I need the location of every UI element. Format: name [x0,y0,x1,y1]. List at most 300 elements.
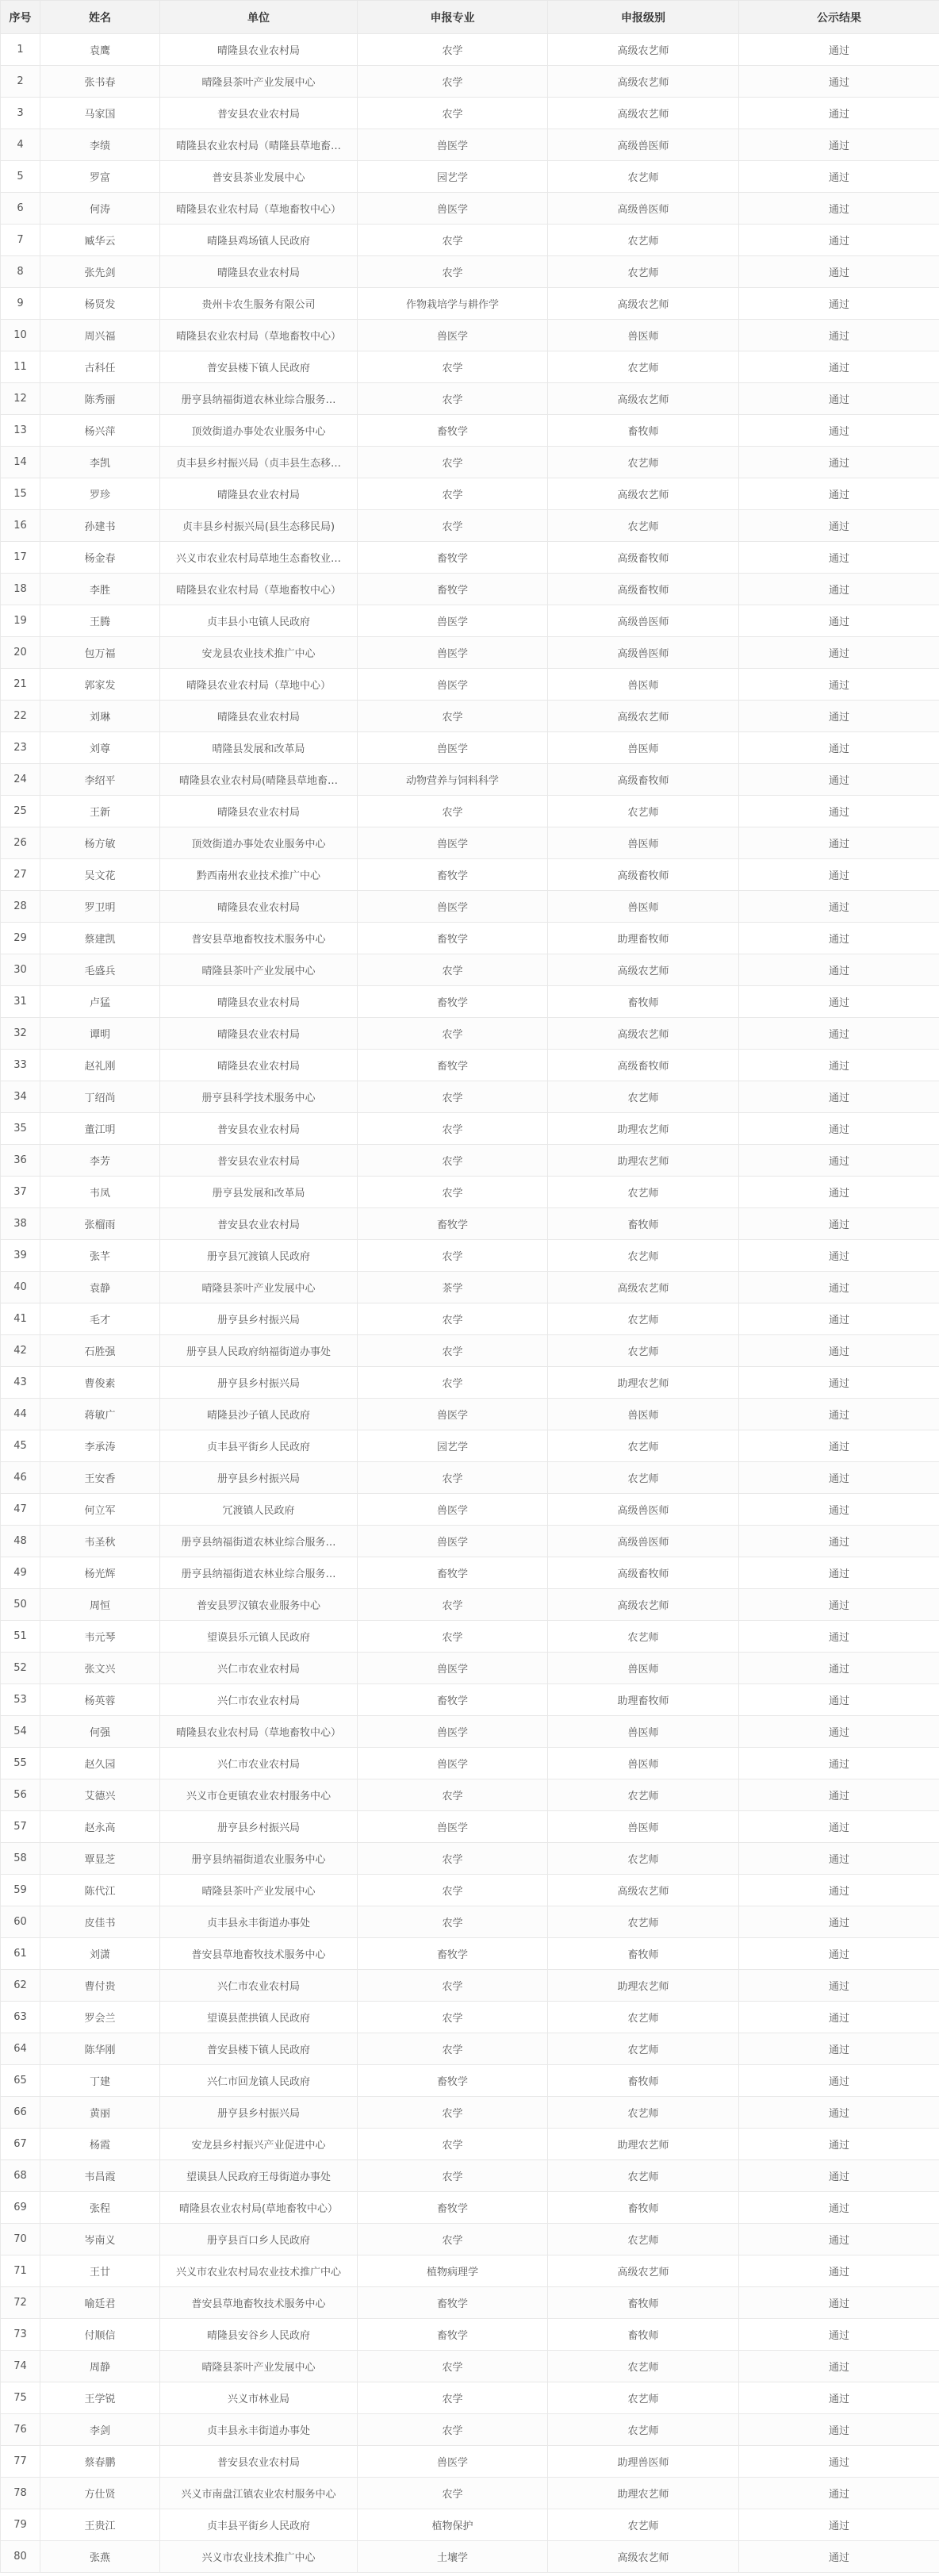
cell-name: 刘琳 [40,701,160,732]
cell-index: 52 [1,1653,40,1684]
cell-index: 33 [1,1050,40,1081]
cell-major: 农学 [358,2351,548,2382]
cell-name: 王贵江 [40,2509,160,2541]
table-row [1,98,939,129]
cell-major: 畜牧学 [358,415,548,447]
cell-unit: 兴义市农业农村局农业技术推广中心 [160,2255,358,2287]
cell-unit: 晴隆县茶叶产业发展中心 [160,2351,358,2382]
cell-result: 通过 [739,732,939,764]
cell-level: 高级农艺师 [548,1272,739,1303]
cell-name: 黄丽 [40,2097,160,2129]
cell-index: 11 [1,351,40,383]
cell-index: 53 [1,1684,40,1716]
cell-major: 农学 [358,2129,548,2160]
cell-index: 50 [1,1589,40,1621]
cell-result: 通过 [739,2287,939,2319]
cell-result: 通过 [739,193,939,225]
cell-name: 覃显芝 [40,1843,160,1875]
table-row [1,2478,939,2509]
cell-name: 杨霞 [40,2129,160,2160]
cell-index: 64 [1,2033,40,2065]
cell-index: 10 [1,320,40,351]
cell-result: 通过 [739,2351,939,2382]
cell-result: 通过 [739,542,939,574]
cell-major: 兽医学 [358,129,548,161]
cell-major: 农学 [358,1081,548,1113]
cell-name: 蒋敏广 [40,1399,160,1430]
cell-result: 通过 [739,923,939,954]
cell-level: 农艺师 [548,2224,739,2255]
cell-level: 兽医师 [548,320,739,351]
cell-result: 通过 [739,1050,939,1081]
cell-name: 付顺信 [40,2319,160,2351]
cell-result: 通过 [739,1177,939,1208]
cell-major: 农学 [358,1589,548,1621]
cell-major: 作物栽培学与耕作学 [358,288,548,320]
cell-result: 通过 [739,1018,939,1050]
table-row [1,2097,939,2129]
cell-index: 20 [1,637,40,669]
cell-result: 通过 [739,478,939,510]
cell-level: 农艺师 [548,1462,739,1494]
cell-index: 9 [1,288,40,320]
cell-level: 助理畜牧师 [548,923,739,954]
cell-major: 兽医学 [358,637,548,669]
cell-level: 高级农艺师 [548,288,739,320]
cell-index: 56 [1,1779,40,1811]
cell-major: 兽医学 [358,1653,548,1684]
cell-index: 76 [1,2414,40,2446]
cell-level: 兽医师 [548,732,739,764]
cell-unit: 望谟县乐元镇人民政府 [160,1621,358,1653]
cell-result: 通过 [739,2382,939,2414]
cell-level: 高级农艺师 [548,66,739,98]
cell-major: 畜牧学 [358,574,548,605]
cell-major: 农学 [358,1240,548,1272]
cell-name: 袁静 [40,1272,160,1303]
cell-major: 畜牧学 [358,2065,548,2097]
cell-unit: 册亨县乡村振兴局 [160,2097,358,2129]
cell-result: 通过 [739,98,939,129]
table-row [1,2287,939,2319]
table-row [1,2509,939,2541]
cell-name: 张燕 [40,2541,160,2573]
cell-level: 农艺师 [548,1335,739,1367]
cell-name: 张程 [40,2192,160,2224]
cell-name: 王腾 [40,605,160,637]
cell-unit: 普安县农业农村局 [160,1145,358,1177]
cell-index: 41 [1,1303,40,1335]
cell-result: 通过 [739,1335,939,1367]
cell-name: 李胜 [40,574,160,605]
cell-unit: 晴隆县沙子镇人民政府 [160,1399,358,1430]
cell-major: 畜牧学 [358,1208,548,1240]
cell-result: 通过 [739,859,939,891]
cell-result: 通过 [739,2509,939,2541]
cell-result: 通过 [739,383,939,415]
cell-level: 农艺师 [548,1303,739,1335]
cell-result: 通过 [739,1875,939,1906]
cell-level: 农艺师 [548,1081,739,1113]
cell-index: 51 [1,1621,40,1653]
cell-unit: 兴义市南盘江镇农业农村服务中心 [160,2478,358,2509]
cell-major: 农学 [358,256,548,288]
cell-index: 1 [1,34,40,66]
cell-level: 农艺师 [548,2509,739,2541]
cell-name: 李芳 [40,1145,160,1177]
table-row [1,478,939,510]
cell-result: 通过 [739,2065,939,2097]
cell-unit: 册亨县人民政府纳福街道办事处 [160,1335,358,1367]
cell-index: 68 [1,2160,40,2192]
cell-unit: 普安县农业农村局 [160,1208,358,1240]
cell-result: 通过 [739,320,939,351]
cell-unit: 晴隆县茶叶产业发展中心 [160,954,358,986]
cell-level: 助理农艺师 [548,2129,739,2160]
cell-unit: 册亨县乡村振兴局 [160,1811,358,1843]
cell-level: 畜牧师 [548,2065,739,2097]
cell-unit: 贞丰县平街乡人民政府 [160,1430,358,1462]
cell-name: 杨方敏 [40,827,160,859]
cell-level: 兽医师 [548,827,739,859]
cell-major: 兽医学 [358,320,548,351]
cell-index: 59 [1,1875,40,1906]
cell-index: 23 [1,732,40,764]
cell-index: 78 [1,2478,40,2509]
table-row [1,161,939,193]
cell-major: 农学 [358,351,548,383]
cell-result: 通过 [739,1970,939,2002]
cell-unit: 普安县草地畜牧技术服务中心 [160,1938,358,1970]
table-row [1,1430,939,1462]
cell-index: 48 [1,1526,40,1557]
cell-level: 农艺师 [548,2002,739,2033]
cell-result: 通过 [739,2097,939,2129]
cell-major: 动物营养与饲料科学 [358,764,548,796]
table-row [1,256,939,288]
cell-name: 杨贤发 [40,288,160,320]
cell-name: 李凯 [40,447,160,478]
cell-name: 岑南义 [40,2224,160,2255]
table-row [1,1811,939,1843]
cell-unit: 普安县罗汉镇农业服务中心 [160,1589,358,1621]
table-row [1,701,939,732]
cell-result: 通过 [739,66,939,98]
cell-level: 农艺师 [548,2033,739,2065]
cell-unit: 冗渡镇人民政府 [160,1494,358,1526]
cell-result: 通过 [739,1081,939,1113]
cell-result: 通过 [739,415,939,447]
cell-level: 农艺师 [548,225,739,256]
cell-major: 园艺学 [358,161,548,193]
cell-index: 45 [1,1430,40,1462]
cell-name: 韦昌霞 [40,2160,160,2192]
cell-level: 农艺师 [548,2097,739,2129]
table-row [1,1716,939,1748]
table-row [1,1653,939,1684]
cell-name: 谭明 [40,1018,160,1050]
cell-level: 高级农艺师 [548,954,739,986]
cell-level: 兽医师 [548,669,739,701]
table-row [1,1081,939,1113]
cell-unit: 兴仁市农业农村局 [160,1970,358,2002]
cell-unit: 兴义市农业技术推广中心 [160,2541,358,2573]
cell-major: 农学 [358,2224,548,2255]
cell-name: 马家国 [40,98,160,129]
cell-unit: 册亨县乡村振兴局 [160,1367,358,1399]
cell-index: 37 [1,1177,40,1208]
cell-major: 畜牧学 [358,2319,548,2351]
cell-result: 通过 [739,1303,939,1335]
cell-index: 61 [1,1938,40,1970]
cell-unit: 安龙县乡村振兴产业促进中心 [160,2129,358,2160]
cell-major: 畜牧学 [358,1684,548,1716]
table-row [1,1906,939,1938]
cell-result: 通过 [739,891,939,923]
cell-major: 农学 [358,66,548,98]
cell-level: 农艺师 [548,1779,739,1811]
cell-name: 丁绍尚 [40,1081,160,1113]
cell-major: 农学 [358,1970,548,2002]
cell-name: 张芊 [40,1240,160,1272]
cell-result: 通过 [739,796,939,827]
cell-result: 通过 [739,1494,939,1526]
cell-unit: 兴仁市农业农村局 [160,1653,358,1684]
table-row [1,66,939,98]
cell-index: 2 [1,66,40,98]
cell-major: 兽医学 [358,2446,548,2478]
cell-level: 兽医师 [548,891,739,923]
cell-major: 兽医学 [358,1716,548,1748]
cell-index: 13 [1,415,40,447]
cell-name: 杨光辉 [40,1557,160,1589]
cell-major: 农学 [358,1177,548,1208]
cell-index: 36 [1,1145,40,1177]
cell-level: 高级兽医师 [548,1526,739,1557]
table-row [1,1875,939,1906]
cell-result: 通过 [739,1145,939,1177]
cell-level: 高级农艺师 [548,701,739,732]
cell-result: 通过 [739,129,939,161]
cell-unit: 晴隆县农业农村局（草地畜牧中心） [160,193,358,225]
table-row [1,34,939,66]
table-row [1,1018,939,1050]
cell-level: 高级农艺师 [548,478,739,510]
cell-level: 兽医师 [548,1653,739,1684]
cell-name: 毛盛兵 [40,954,160,986]
cell-major: 农学 [358,1018,548,1050]
table-row [1,1177,939,1208]
cell-index: 80 [1,2541,40,2573]
column-header-name: 姓名 [40,1,160,34]
cell-result: 通过 [739,1684,939,1716]
cell-result: 通过 [739,764,939,796]
table-row [1,923,939,954]
cell-index: 22 [1,701,40,732]
table-row [1,1272,939,1303]
cell-name: 毛才 [40,1303,160,1335]
table-row [1,2255,939,2287]
cell-major: 畜牧学 [358,986,548,1018]
cell-name: 周恒 [40,1589,160,1621]
cell-unit: 普安县草地畜牧技术服务中心 [160,2287,358,2319]
cell-result: 通过 [739,2002,939,2033]
table-row [1,129,939,161]
cell-index: 74 [1,2351,40,2382]
cell-result: 通过 [739,2255,939,2287]
cell-unit: 贵州卡农生服务有限公司 [160,288,358,320]
cell-name: 周静 [40,2351,160,2382]
cell-unit: 晴隆县农业农村局 [160,34,358,66]
cell-level: 助理农艺师 [548,1145,739,1177]
cell-level: 高级畜牧师 [548,1557,739,1589]
table-row [1,1843,939,1875]
cell-index: 4 [1,129,40,161]
cell-unit: 贞丰县小屯镇人民政府 [160,605,358,637]
cell-index: 40 [1,1272,40,1303]
table-row [1,891,939,923]
cell-name: 王安香 [40,1462,160,1494]
cell-name: 何强 [40,1716,160,1748]
cell-result: 通过 [739,986,939,1018]
cell-level: 农艺师 [548,447,739,478]
cell-unit: 安龙县农业技术推广中心 [160,637,358,669]
cell-result: 通过 [739,1811,939,1843]
table-row [1,1779,939,1811]
cell-major: 兽医学 [358,1494,548,1526]
cell-level: 畜牧师 [548,2319,739,2351]
cell-unit: 晴隆县农业农村局 [160,478,358,510]
table-row [1,732,939,764]
cell-result: 通过 [739,1399,939,1430]
cell-name: 张榴雨 [40,1208,160,1240]
cell-index: 54 [1,1716,40,1748]
cell-major: 农学 [358,2478,548,2509]
cell-unit: 普安县农业农村局 [160,2446,358,2478]
cell-index: 7 [1,225,40,256]
cell-result: 通过 [739,1748,939,1779]
cell-index: 60 [1,1906,40,1938]
cell-result: 通过 [739,2414,939,2446]
cell-major: 兽医学 [358,1748,548,1779]
cell-unit: 晴隆县农业农村局 [160,891,358,923]
table-row [1,1684,939,1716]
table-row [1,1367,939,1399]
table-row [1,986,939,1018]
cell-level: 畜牧师 [548,2287,739,2319]
cell-level: 兽医师 [548,1399,739,1430]
cell-name: 陈华刚 [40,2033,160,2065]
cell-major: 农学 [358,1367,548,1399]
cell-major: 农学 [358,2382,548,2414]
cell-unit: 晴隆县安谷乡人民政府 [160,2319,358,2351]
cell-result: 通过 [739,1621,939,1653]
cell-name: 张文兴 [40,1653,160,1684]
cell-level: 畜牧师 [548,1208,739,1240]
cell-major: 农学 [358,1621,548,1653]
cell-name: 李剑 [40,2414,160,2446]
cell-result: 通过 [739,351,939,383]
cell-name: 吴文花 [40,859,160,891]
cell-index: 28 [1,891,40,923]
cell-unit: 普安县农业农村局 [160,1113,358,1145]
cell-level: 畜牧师 [548,986,739,1018]
cell-result: 通过 [739,2129,939,2160]
cell-index: 19 [1,605,40,637]
cell-level: 农艺师 [548,1843,739,1875]
cell-index: 5 [1,161,40,193]
cell-level: 高级农艺师 [548,1875,739,1906]
cell-index: 57 [1,1811,40,1843]
cell-unit: 普安县茶业发展中心 [160,161,358,193]
cell-name: 刘潇 [40,1938,160,1970]
cell-major: 农学 [358,1113,548,1145]
table-row [1,859,939,891]
cell-major: 植物病理学 [358,2255,548,2287]
table-row [1,1208,939,1240]
cell-level: 农艺师 [548,1240,739,1272]
cell-name: 董江明 [40,1113,160,1145]
cell-unit: 晴隆县农业农村局（草地畜牧中心） [160,320,358,351]
cell-result: 通过 [739,510,939,542]
cell-level: 农艺师 [548,796,739,827]
table-row [1,764,939,796]
cell-name: 孙建书 [40,510,160,542]
cell-unit: 兴仁市农业农村局 [160,1684,358,1716]
cell-index: 8 [1,256,40,288]
cell-result: 通过 [739,574,939,605]
column-header-index: 序号 [1,1,40,34]
cell-index: 55 [1,1748,40,1779]
cell-major: 农学 [358,225,548,256]
cell-name: 赵礼刚 [40,1050,160,1081]
table-row [1,2382,939,2414]
table-row [1,954,939,986]
cell-major: 农学 [358,1875,548,1906]
cell-level: 高级畜牧师 [548,1050,739,1081]
cell-level: 农艺师 [548,1906,739,1938]
cell-unit: 册亨县纳福街道农业服务中心 [160,1843,358,1875]
cell-name: 李承涛 [40,1430,160,1462]
cell-level: 农艺师 [548,256,739,288]
cell-major: 兽医学 [358,669,548,701]
cell-index: 39 [1,1240,40,1272]
cell-index: 14 [1,447,40,478]
cell-index: 34 [1,1081,40,1113]
cell-unit: 册亨县纳福街道农林业综合服务… [160,383,358,415]
cell-unit: 册亨县乡村振兴局 [160,1462,358,1494]
cell-unit: 兴义市林业局 [160,2382,358,2414]
table-row [1,1240,939,1272]
cell-index: 26 [1,827,40,859]
cell-name: 陈秀丽 [40,383,160,415]
cell-name: 王学锐 [40,2382,160,2414]
cell-level: 高级农艺师 [548,2255,739,2287]
table-row [1,510,939,542]
cell-name: 石胜强 [40,1335,160,1367]
cell-major: 畜牧学 [358,1050,548,1081]
cell-level: 农艺师 [548,351,739,383]
cell-name: 包万福 [40,637,160,669]
cell-major: 兽医学 [358,605,548,637]
cell-name: 王廿 [40,2255,160,2287]
cell-result: 通过 [739,1462,939,1494]
cell-unit: 贞丰县平街乡人民政府 [160,2509,358,2541]
table-row [1,605,939,637]
cell-unit: 册亨县冗渡镇人民政府 [160,1240,358,1272]
cell-major: 畜牧学 [358,2192,548,2224]
cell-index: 15 [1,478,40,510]
